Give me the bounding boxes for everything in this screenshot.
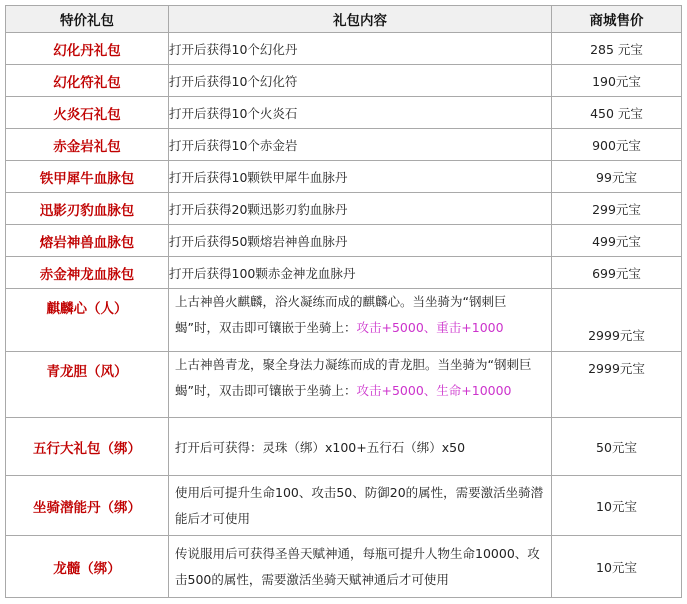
pack-name: 铁甲犀牛血脉包 — [6, 161, 169, 193]
pack-content: 打开后获得10个幻化符 — [169, 65, 552, 97]
pack-name: 龙髓（绑） — [6, 536, 169, 598]
pack-name: 青龙胆（风） — [6, 352, 169, 418]
pack-price: 699元宝 — [552, 257, 682, 289]
bonus-text: 攻击+5000、生命+10000 — [356, 383, 512, 398]
pack-price: 285 元宝 — [552, 33, 682, 65]
pack-content-text: 上古神兽火麒麟，浴火凝练而成的麒麟心。当坐骑为“钢刺巨蝎”时，双击即可镶嵌于坐骑上： — [175, 294, 507, 335]
pack-price: 499元宝 — [552, 225, 682, 257]
pack-name: 熔岩神兽血脉包 — [6, 225, 169, 257]
table-row — [6, 33, 682, 65]
table-row-qianneng — [6, 476, 682, 536]
pack-name: 赤金神龙血脉包 — [6, 257, 169, 289]
pack-name: 幻化丹礼包 — [6, 33, 169, 65]
pack-price: 10元宝 — [552, 476, 682, 536]
table-row — [6, 65, 682, 97]
gift-pack-table — [5, 5, 682, 598]
pack-content: 打开后获得10个火炎石 — [169, 97, 552, 129]
pack-content — [169, 352, 552, 418]
bonus-text: 攻击+5000、重击+1000 — [356, 320, 504, 335]
pack-content: 打开后可获得：灵珠（绑）x100+五行石（绑）x50 — [169, 418, 552, 476]
pack-price: 450 元宝 — [552, 97, 682, 129]
pack-content: 打开后获得100颗赤金神龙血脉丹 — [169, 257, 552, 289]
table-row — [6, 257, 682, 289]
pack-content-text: 上古神兽青龙，聚全身法力凝练而成的青龙胆。当坐骑为“钢刺巨蝎”时，双击即可镶嵌于坐骑上： — [175, 357, 532, 398]
table-row-longsui — [6, 536, 682, 598]
pack-content: 打开后获得10颗铁甲犀牛血脉丹 — [169, 161, 552, 193]
pack-price: 10元宝 — [552, 536, 682, 598]
table-row-wuxing — [6, 418, 682, 476]
table-row — [6, 97, 682, 129]
pack-content — [169, 289, 552, 352]
pack-name: 火炎石礼包 — [6, 97, 169, 129]
pack-name: 麒麟心（人） — [6, 289, 169, 352]
header-price: 商城售价 — [552, 6, 682, 33]
pack-price: 299元宝 — [552, 193, 682, 225]
table-row — [6, 161, 682, 193]
pack-price: 900元宝 — [552, 129, 682, 161]
table-row — [6, 129, 682, 161]
pack-content: 打开后获得10个赤金岩 — [169, 129, 552, 161]
pack-name: 坐骑潜能丹（绑） — [6, 476, 169, 536]
pack-content: 打开后获得20颗迅影刃豹血脉丹 — [169, 193, 552, 225]
pack-price: 190元宝 — [552, 65, 682, 97]
simple-rows — [6, 33, 682, 289]
table-row — [6, 225, 682, 257]
pack-content: 传说服用后可获得圣兽天赋神通，每瓶可提升人物生命10000、攻击500的属性，需要激活坐骑天赋神通后才可使用 — [169, 536, 552, 598]
pack-price: 50元宝 — [552, 418, 682, 476]
pack-price: 2999元宝 — [552, 289, 682, 352]
pack-content: 打开后获得10个幻化丹 — [169, 33, 552, 65]
header-row — [6, 6, 682, 33]
pack-name: 幻化符礼包 — [6, 65, 169, 97]
pack-name: 五行大礼包（绑） — [6, 418, 169, 476]
header-pack-name: 特价礼包 — [6, 6, 169, 33]
header-pack-content: 礼包内容 — [169, 6, 552, 33]
table-row-qilin — [6, 289, 682, 352]
pack-content: 使用后可提升生命100、攻击50、防御20的属性，需要激活坐骑潜能后才可使用 — [169, 476, 552, 536]
pack-content: 打开后获得50颗熔岩神兽血脉丹 — [169, 225, 552, 257]
pack-name: 迅影刃豹血脉包 — [6, 193, 169, 225]
table-row — [6, 193, 682, 225]
pack-price: 99元宝 — [552, 161, 682, 193]
pack-name: 赤金岩礼包 — [6, 129, 169, 161]
pack-price: 2999元宝 — [552, 352, 682, 418]
table-row-qinglong — [6, 352, 682, 418]
